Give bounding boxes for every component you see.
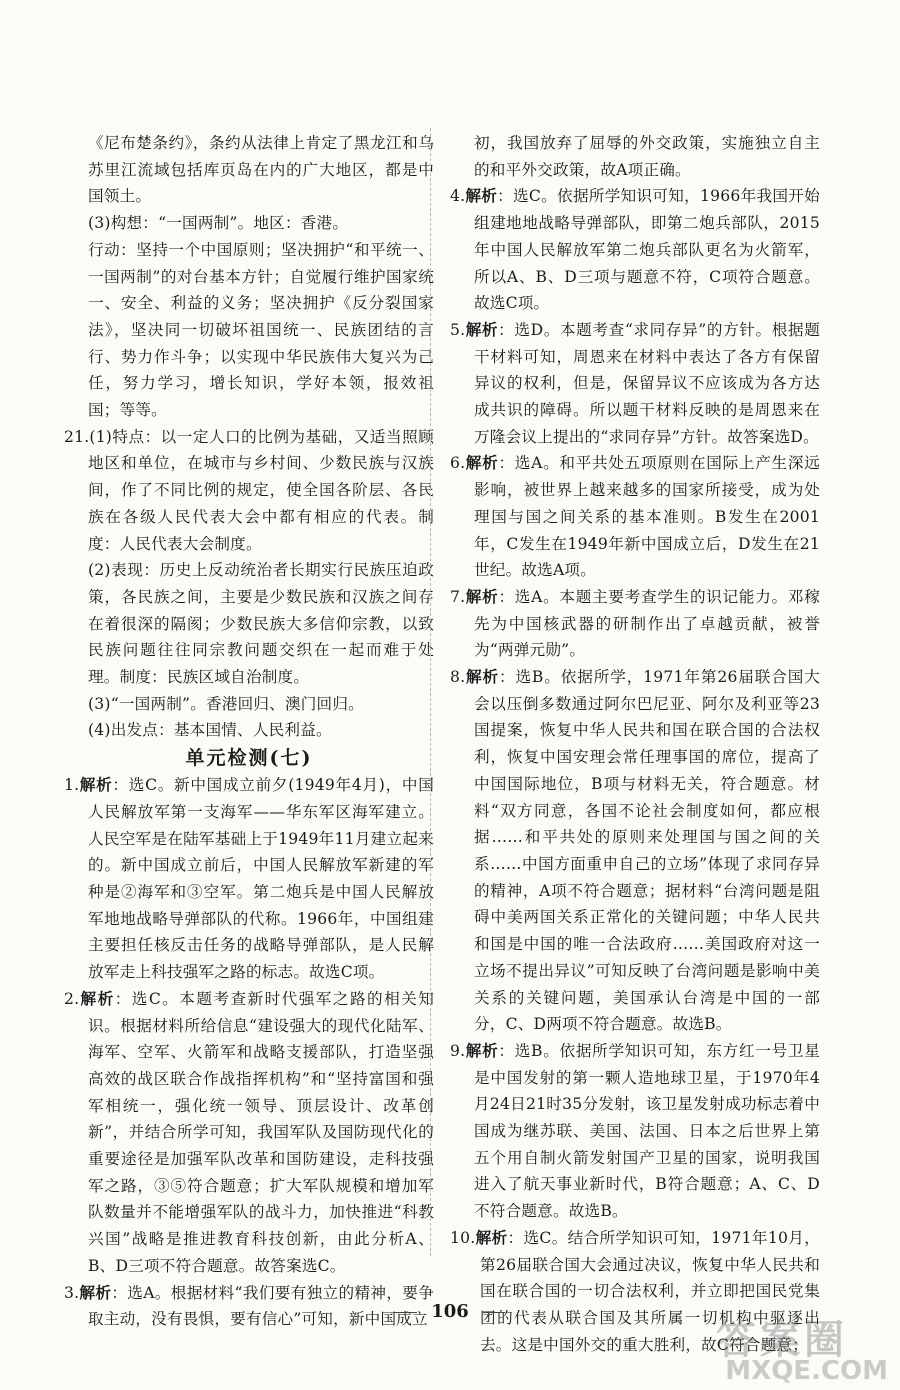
analysis-label: 解析 bbox=[465, 319, 499, 339]
answer-text: ：选C。新中国成立前夕(1949年4月)，中国人民解放军第一支海军——华东军区海军建立。人民空军是在陆军基础上于1949年11月建立起来的。新中国成立前后，中国人民解放军新建的军种是②海军和③空军。第二炮兵是中国人民解放军地地战略导弹部队的代称。1966年，中国组建主要担任核反击任务的战略导弹部队，是人民解放军走上科技强军之路的标志。故选C项。 bbox=[88, 776, 434, 982]
answer-item-6 bbox=[450, 450, 820, 584]
answer-text: (1)特点：以一定人口的比例为基础，又适当照顾地区和单位，在城市与乡村间、少数民族与汉族间，作了不同比例的规定，使全国各阶层、各民族在各级人民代表大会中都有相应的代表。制度：人民代表大会制度。 bbox=[88, 427, 434, 553]
paragraph: (2)表现：历史上反动统治者长期实行民族压迫政策，各民族之间，主要是少数民族和汉族之间存在着很深的隔阂；少数民族大多信仰宗教，以致民族问题往往同宗教问题交织在一起而难于处理。制度：民族区域自治制度。 bbox=[88, 561, 434, 687]
watermark-logo-text: 答案圈 bbox=[716, 1317, 848, 1363]
answer-item-5 bbox=[450, 317, 820, 451]
analysis-label: 解析 bbox=[79, 988, 115, 1008]
watermark-logo bbox=[668, 1308, 888, 1386]
page-number: 106 bbox=[431, 1301, 469, 1322]
footer-dash-left bbox=[395, 1312, 417, 1313]
analysis-label: 解析 bbox=[79, 1282, 112, 1302]
analysis-label: 解析 bbox=[475, 1227, 508, 1247]
answer-item-7 bbox=[450, 584, 820, 664]
answer-text: ：选D。本题考查“求同存异”的方针。根据题干材料可知，周恩来在材料中表达了各方有保留异议的权利，但是，保留异议不应该成为各方达成共识的障碍。所以题干材料反映的是周恩来在万隆会议上提出的“求同存异”方针。故答案选D。 bbox=[474, 320, 820, 446]
paragraph: 行动：坚持一个中国原则；坚决拥护“和平统一、一国两制”的对台基本方针；自觉履行维护国家统一、安全、利益的义务；坚决拥护《反分裂国家法》，坚决同一切破坏祖国统一、民族团结的言行、势力作斗争；以实现中华民族伟大复兴为己任，努力学习，增长知识，学好本领，报效祖国；等等。 bbox=[88, 240, 434, 420]
analysis-label: 解析 bbox=[465, 186, 498, 206]
analysis-label: 解析 bbox=[465, 1040, 499, 1060]
question-number: 5. bbox=[450, 320, 466, 339]
watermark-url: MXQE.COM bbox=[725, 1356, 888, 1386]
paragraph: 初，我国放弃了屈辱的外交政策，实施独立自主的和平外交政策，故A项正确。 bbox=[474, 134, 820, 179]
paragraph: (4)出发点：基本国情、人民利益。 bbox=[88, 721, 332, 740]
analysis-label: 解析 bbox=[465, 667, 499, 687]
answer-text: ：选B。依据所学知识可知，东方红一号卫星是中国发射的第一颗人造地球卫星，于1970年4月24日21时35分发射，该卫星发射成功标志着中国成为继苏联、美国、法国、日本之后世界上第五个用自制火箭发射国产卫星的国家，说明我国进入了航天事业新时代，B符合题意；A、C、D不符合题意。故选B。 bbox=[474, 1041, 820, 1221]
question-number: 7. bbox=[450, 587, 466, 606]
question-number: 4. bbox=[450, 187, 466, 206]
column-divider bbox=[430, 128, 431, 1256]
answer-text: ：选A。和平共处五项原则在国际上产生深远影响，被世界上越来越多的国家所接受，成为处理国与国之间关系的基本准则。B发生在2001年，C发生在1949年新中国成立后，D发生在21世纪。故选A项。 bbox=[474, 454, 820, 580]
answer-item-1 bbox=[64, 772, 434, 986]
paragraph: (3)“一国两制”。香港回归、澳门回归。 bbox=[88, 694, 364, 713]
answer-item-9 bbox=[450, 1038, 820, 1225]
question-number: 2. bbox=[64, 989, 80, 1008]
left-column bbox=[64, 130, 434, 1333]
answer-text: ：选C。结合所学知识可知，1971年10月，第26届联合国大会通过决议，恢复中华人民共和国在联合国的一切合法权利，并立即把国民党集团的代表从联合国及其所属一切机构中驱逐出去。这是中国外交的重大胜利，故C符合题意； bbox=[480, 1228, 820, 1354]
question-number: 3. bbox=[64, 1283, 80, 1302]
question-number: 1. bbox=[64, 776, 80, 795]
paragraph: (3)构想：“一国两制”。地区：香港。 bbox=[88, 214, 349, 233]
answer-text: ：选C。依据所学知识可知，1966年我国开始组建地地战略导弹部队，即第二炮兵部队，2015年中国人民解放军第二炮兵部队更名为火箭军，所以A、B、D三项与题意不符，C项符合题意。故选C项。 bbox=[474, 187, 820, 313]
answer-text: ：选C。本题考查新时代强军之路的相关知识。根据材料所给信息“建设强大的现代化陆军、海军、空军、火箭军和战略支援部队，打造坚强高效的战区联合作战指挥机构”和“坚持富国和强军相统一，强化统一领导、顶层设计、改革创新”，并结合所学可知，我国军队及国防现代化的重要途径是加强军队改革和国防建设，走科技强军之路，③⑤符合题意；扩大军队规模和增加军队数量并不能增强军队的战斗力，加快推进“科教兴国”战略是推进教育科技创新，由此分析A、B、D三项不符合题意。故答案选C。 bbox=[88, 989, 434, 1275]
analysis-label: 解析 bbox=[79, 775, 113, 795]
question-number: 21. bbox=[64, 427, 90, 446]
analysis-label: 解析 bbox=[465, 586, 499, 606]
answer-text: ：选A。根据材料“我们要有独立的精神，要争取主动，没有畏惧，要有信心”可知，新中国成立 bbox=[88, 1283, 435, 1329]
section-title: 单元检测(七) bbox=[185, 747, 313, 770]
question-number: 9. bbox=[450, 1041, 466, 1060]
answer-item-2 bbox=[64, 986, 434, 1280]
question-number: 6. bbox=[450, 454, 466, 473]
question-number: 10. bbox=[450, 1228, 476, 1247]
answer-item-4 bbox=[450, 183, 820, 317]
answer-text: ：选B。依据所学，1971年第26届联合国大会以压倒多数通过阿尔巴尼亚、阿尔及利亚等23国提案，恢复中华人民共和国在联合国的合法权利，恢复中国安理会常任理事国的席位，提高了中国国际地位，B项与材料无关，符合题意。材料“双方同意，各国不论社会制度如何，都应根据……和平共处的原则来处理国与国之间的关系……中国方面重申自己的立场”体现了求同存异的精神，A项不符合题意；据材料“台湾问题是阻碍中美两国关系正常化的关键问题；中华人民共和国是中国的唯一合法政府……美国政府对这一立场不提出异议”可知反映了台湾问题是影响中美关系的关键问题，美国承认台湾是中国的一部分，C、D两项不符合题意。故选B。 bbox=[474, 668, 821, 1034]
answer-text: ：选A。本题主要考查学生的识记能力。邓稼先为中国核武器的研制作出了卓越贡献，被誉为“两弹元勋”。 bbox=[474, 587, 820, 660]
analysis-label: 解析 bbox=[465, 453, 499, 473]
answer-item-8 bbox=[450, 664, 820, 1038]
footer-dash-right bbox=[483, 1312, 505, 1313]
paragraph: 《尼布楚条约》，条约从法律上肯定了黑龙江和乌苏里江流域包括库页岛在内的广大地区，都是中国领土。 bbox=[88, 134, 434, 206]
question-number: 8. bbox=[450, 668, 466, 687]
right-column bbox=[450, 130, 820, 1358]
question-21 bbox=[64, 424, 434, 558]
